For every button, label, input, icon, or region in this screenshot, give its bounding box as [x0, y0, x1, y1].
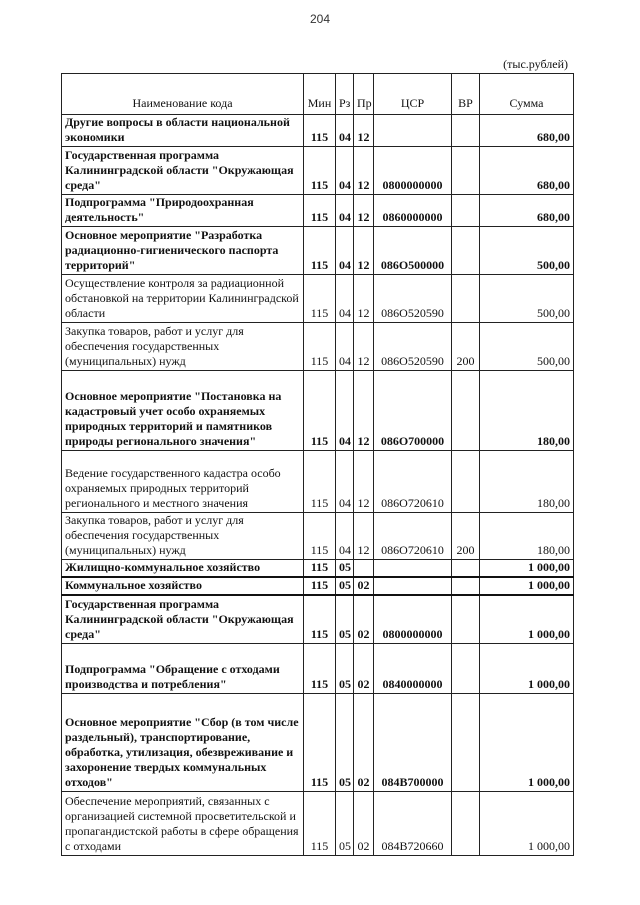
row-pr: 12	[354, 323, 374, 371]
row-csr: 086О520590	[374, 323, 452, 371]
row-min: 115	[304, 791, 336, 855]
row-vr	[452, 577, 480, 595]
row-vr	[452, 147, 480, 195]
row-vr	[452, 451, 480, 513]
units-label: (тыс.рублей)	[503, 57, 568, 71]
row-name: Основное мероприятие "Постановка на кадастровый учет особо охраняемых природных территорий и памятников природы регионального значения"	[62, 371, 304, 451]
row-pr: 02	[354, 693, 374, 791]
row-vr: 200	[452, 323, 480, 371]
row-rz: 05	[336, 643, 354, 693]
row-name: Государственная программа Калининградской области "Окружающая среда"	[62, 595, 304, 643]
row-sum: 500,00	[480, 227, 574, 275]
table-row	[62, 371, 574, 451]
row-pr	[354, 560, 374, 578]
row-min: 115	[304, 693, 336, 791]
table-header-row	[62, 74, 574, 115]
row-rz: 05	[336, 577, 354, 595]
row-csr: 0800000000	[374, 147, 452, 195]
table-row	[62, 595, 574, 643]
row-pr: 12	[354, 275, 374, 323]
row-sum: 180,00	[480, 451, 574, 513]
row-min: 115	[304, 147, 336, 195]
row-name: Подпрограмма "Обращение с отходами производства и потребления"	[62, 643, 304, 693]
row-name: Основное мероприятие "Сбор (в том числе раздельный), транспортирование, обработка, утилизация, обезвреживание и захоронение твердых коммунальных отходов"	[62, 693, 304, 791]
row-rz: 04	[336, 227, 354, 275]
table-row	[62, 227, 574, 275]
row-rz: 04	[336, 275, 354, 323]
budget-table	[61, 73, 574, 856]
row-pr: 12	[354, 227, 374, 275]
row-min: 115	[304, 227, 336, 275]
row-csr	[374, 560, 452, 578]
row-vr	[452, 560, 480, 578]
row-name: Другие вопросы в области национальной экономики	[62, 115, 304, 147]
table-row	[62, 195, 574, 227]
row-sum: 680,00	[480, 147, 574, 195]
row-pr: 02	[354, 595, 374, 643]
row-sum: 1 000,00	[480, 643, 574, 693]
row-pr: 12	[354, 147, 374, 195]
row-rz: 05	[336, 560, 354, 578]
row-csr	[374, 115, 452, 147]
row-name: Ведение государственного кадастра особо охраняемых природных территорий регионального и местного значения	[62, 451, 304, 513]
table-row	[62, 451, 574, 513]
row-rz: 04	[336, 371, 354, 451]
row-vr: 200	[452, 513, 480, 560]
row-name: Государственная программа Калининградской области "Окружающая среда"	[62, 147, 304, 195]
row-rz: 05	[336, 693, 354, 791]
row-vr	[452, 643, 480, 693]
header-name: Наименование кода	[62, 74, 304, 115]
header-vr: ВР	[452, 74, 480, 115]
row-min: 115	[304, 451, 336, 513]
header-pr: Пр	[354, 74, 374, 115]
row-csr: 086О520590	[374, 275, 452, 323]
row-sum: 500,00	[480, 323, 574, 371]
row-name: Закупка товаров, работ и услуг для обеспечения государственных (муниципальных) нужд	[62, 513, 304, 560]
table-row	[62, 147, 574, 195]
row-pr: 12	[354, 195, 374, 227]
row-pr: 12	[354, 513, 374, 560]
page-number: 204	[309, 12, 331, 26]
row-vr	[452, 371, 480, 451]
table-row	[62, 323, 574, 371]
row-vr	[452, 791, 480, 855]
row-rz: 04	[336, 147, 354, 195]
table-row	[62, 560, 574, 578]
row-vr	[452, 275, 480, 323]
row-rz: 05	[336, 595, 354, 643]
row-name: Подпрограмма "Природоохранная деятельность"	[62, 195, 304, 227]
row-vr	[452, 227, 480, 275]
row-name: Основное мероприятие "Разработка радиационно-гигиенического паспорта территорий"	[62, 227, 304, 275]
row-sum: 680,00	[480, 115, 574, 147]
table-row	[62, 275, 574, 323]
row-csr: 086О700000	[374, 371, 452, 451]
row-name: Осуществление контроля за радиационной обстановкой на территории Калининградской области	[62, 275, 304, 323]
row-min: 115	[304, 371, 336, 451]
row-csr: 086О720610	[374, 513, 452, 560]
row-rz: 05	[336, 791, 354, 855]
table-row	[62, 693, 574, 791]
row-rz: 04	[336, 115, 354, 147]
row-csr: 0800000000	[374, 595, 452, 643]
row-pr: 12	[354, 115, 374, 147]
row-csr: 086О500000	[374, 227, 452, 275]
row-sum: 180,00	[480, 371, 574, 451]
header-sum: Сумма	[480, 74, 574, 115]
table-row	[62, 577, 574, 595]
row-vr	[452, 595, 480, 643]
row-vr	[452, 115, 480, 147]
header-min: Мин	[304, 74, 336, 115]
row-rz: 04	[336, 451, 354, 513]
row-sum: 500,00	[480, 275, 574, 323]
row-rz: 04	[336, 195, 354, 227]
row-csr	[374, 577, 452, 595]
row-min: 115	[304, 513, 336, 560]
row-sum: 1 000,00	[480, 560, 574, 578]
row-sum: 180,00	[480, 513, 574, 560]
table-row	[62, 115, 574, 147]
row-sum: 680,00	[480, 195, 574, 227]
row-csr: 0840000000	[374, 643, 452, 693]
row-name: Обеспечение мероприятий, связанных с организацией системной просветительской и пропагандистской работы в сфере обращения с отходами	[62, 791, 304, 855]
row-csr: 086О720610	[374, 451, 452, 513]
row-min: 115	[304, 577, 336, 595]
row-min: 115	[304, 323, 336, 371]
row-name: Закупка товаров, работ и услуг для обеспечения государственных (муниципальных) нужд	[62, 323, 304, 371]
row-csr: 0860000000	[374, 195, 452, 227]
row-pr: 02	[354, 791, 374, 855]
row-min: 115	[304, 595, 336, 643]
row-csr: 084В700000	[374, 693, 452, 791]
row-sum: 1 000,00	[480, 595, 574, 643]
row-sum: 1 000,00	[480, 577, 574, 595]
row-vr	[452, 195, 480, 227]
row-pr: 02	[354, 643, 374, 693]
row-min: 115	[304, 643, 336, 693]
row-rz: 04	[336, 323, 354, 371]
row-rz: 04	[336, 513, 354, 560]
row-min: 115	[304, 560, 336, 578]
table-row	[62, 791, 574, 855]
row-pr: 12	[354, 451, 374, 513]
row-pr: 02	[354, 577, 374, 595]
header-csr: ЦСР	[374, 74, 452, 115]
row-min: 115	[304, 275, 336, 323]
table-row	[62, 643, 574, 693]
row-vr	[452, 693, 480, 791]
row-sum: 1 000,00	[480, 791, 574, 855]
row-pr: 12	[354, 371, 374, 451]
row-csr: 084В720660	[374, 791, 452, 855]
row-sum: 1 000,00	[480, 693, 574, 791]
row-name: Жилищно-коммунальное хозяйство	[62, 560, 304, 578]
row-name: Коммунальное хозяйство	[62, 577, 304, 595]
row-min: 115	[304, 115, 336, 147]
row-min: 115	[304, 195, 336, 227]
header-rz: Рз	[336, 74, 354, 115]
table-row	[62, 513, 574, 560]
